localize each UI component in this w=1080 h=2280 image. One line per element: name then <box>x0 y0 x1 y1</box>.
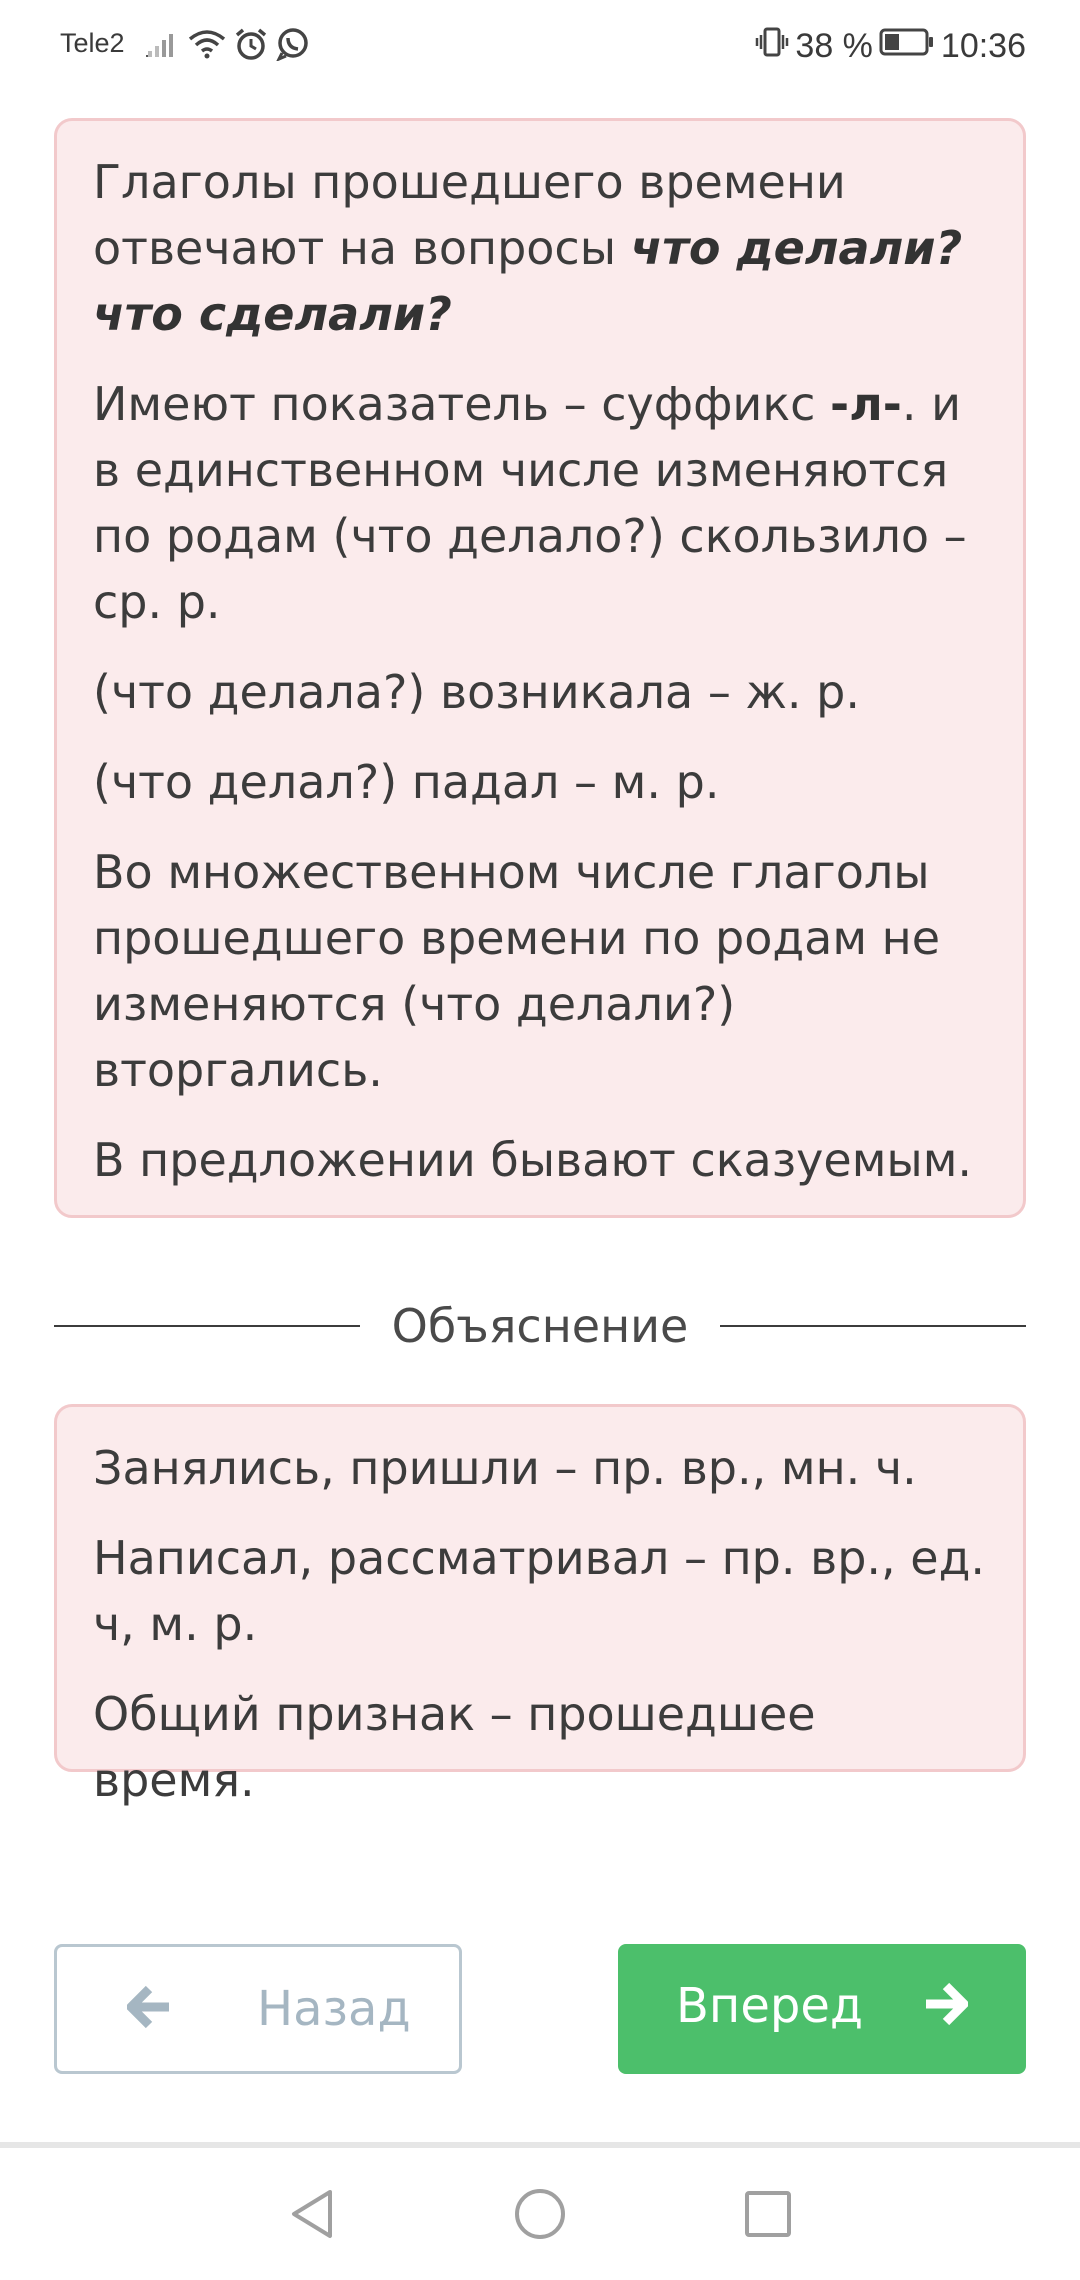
home-circle-icon[interactable] <box>512 2186 568 2242</box>
rule-paragraph-6: В предложении бывают сказуемым. <box>93 1133 973 1187</box>
rule-suffix-rest: . и в единственном числе изменяются по родам (что делало?) скользило – ср. р. <box>93 377 967 629</box>
rule-paragraph-1 <box>93 149 987 347</box>
wifi-icon <box>188 29 226 63</box>
alarm-icon <box>234 27 268 65</box>
rule-paragraph-2 <box>93 371 987 635</box>
rule-paragraph-4: (что делал?) падал – м. р. <box>93 755 720 809</box>
explanation-paragraph-3: Общий признак – прошедшее время. <box>93 1687 816 1807</box>
status-icons-left <box>146 26 310 66</box>
arrow-right-icon <box>922 1982 968 2038</box>
rule-paragraph-3: (что делала?) возникала – ж. р. <box>93 665 860 719</box>
explanation-paragraph-2: Написал, рассматривал – пр. вр., ед. ч, м. р. <box>93 1531 985 1651</box>
status-icons-right <box>755 24 1026 68</box>
rule-question-text: что делали? что сделали? <box>93 221 963 341</box>
signal-icon <box>146 29 180 63</box>
vibrate-icon <box>755 26 789 67</box>
status-bar <box>0 0 1080 92</box>
explanation-card <box>54 1404 1026 1807</box>
back-triangle-icon[interactable] <box>284 2186 340 2242</box>
divider-label: Объяснение <box>391 1299 689 1353</box>
rule-suffix-intro: Имеют показатель – суффикс <box>93 377 831 431</box>
battery-icon <box>879 27 935 66</box>
divider-line-right <box>720 1325 1026 1327</box>
arrow-left-icon <box>127 1985 173 2041</box>
rule-suffix: -л- <box>830 377 902 431</box>
back-button-label: Назад <box>257 1981 411 2037</box>
battery-percent: 38 % <box>795 26 873 65</box>
rule-paragraph-5: Во множественном числе глаголы прошедшего времени по родам не изменяются (что делали?) вторгались. <box>93 845 941 1097</box>
next-button[interactable] <box>618 1944 1026 2074</box>
carrier-name: Tele2 <box>60 28 125 58</box>
next-button-label: Вперед <box>676 1978 864 2034</box>
rule-card <box>54 118 1026 1218</box>
explanation-paragraph-1: Занялись, пришли – пр. вр., мн. ч. <box>93 1441 917 1495</box>
rule-intro-text: Глаголы прошедшего времени отвечают на вопросы <box>93 155 846 275</box>
system-nav-bar <box>0 2148 1080 2280</box>
whatsapp-icon <box>276 27 310 65</box>
explanation-divider <box>54 1296 1026 1356</box>
clock: 10:36 <box>940 26 1026 65</box>
divider-line-left <box>54 1325 360 1327</box>
back-button[interactable] <box>54 1944 462 2074</box>
recents-square-icon[interactable] <box>740 2186 796 2242</box>
